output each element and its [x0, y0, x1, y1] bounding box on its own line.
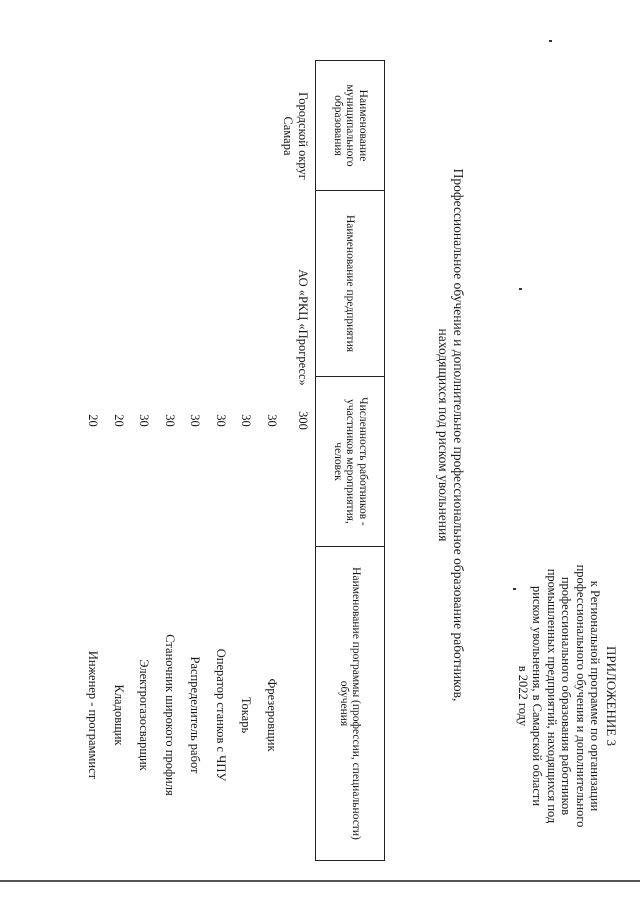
row-count: 30	[265, 414, 279, 427]
row-program: Электрогазосварщик	[137, 659, 152, 771]
appendix-line: в 2022 году	[516, 665, 530, 727]
row-count: 20	[112, 414, 126, 427]
document-title-line: находящихся под риском увольнения	[436, 328, 451, 542]
row-count: 30	[239, 414, 254, 427]
programs-table	[315, 60, 385, 861]
appendix-block	[516, 526, 619, 866]
header-workers-count: Численность работников - участников мероприятия, человек	[316, 377, 385, 547]
row-program: Распределитель работ	[188, 656, 203, 774]
appendix-line: промышленных предприятий, находящихся под	[545, 568, 559, 824]
document-title-line: Профессиональное обучение и дополнительное профессиональное образование работников,	[451, 168, 466, 702]
row-count: 30	[188, 414, 203, 427]
municipality-cell: Городской округ Самара	[281, 92, 310, 180]
scan-speck	[519, 288, 522, 290]
header-enterprise: Наименование предприятия	[316, 191, 385, 377]
appendix-line: риском увольнения, в Самарской области	[530, 585, 545, 807]
table-header-row	[316, 61, 385, 861]
row-count: 30	[214, 414, 228, 427]
appendix-line: к Региональной программе по организации	[588, 580, 603, 812]
appendix-line: профессионального образования работников	[559, 576, 574, 816]
row-program: Инженер - программист	[86, 650, 101, 780]
row-program: Оператор станков с ЧПУ	[214, 648, 228, 782]
program-spacer	[279, 600, 310, 830]
scan-speck	[549, 40, 552, 42]
header-municipality: Наименование муниципального образования	[316, 61, 385, 191]
total-count: 300	[296, 411, 310, 430]
appendix-line: профессионального обучения и дополнительного	[574, 564, 588, 828]
scan-speck	[513, 588, 516, 590]
enterprise-cell: АО «РКЦ «Прогресс»	[296, 269, 310, 386]
document-title	[436, 140, 466, 730]
program-column	[75, 600, 310, 830]
row-count: 20	[86, 414, 101, 427]
row-program: Фрезеровщик	[265, 678, 279, 752]
header-program: Наименование программы (профессии, специальности) обучения	[316, 547, 385, 861]
row-program: Кладовщик	[112, 684, 126, 746]
row-program: Токарь	[239, 696, 254, 734]
row-program: Станочник широкого профиля	[163, 634, 177, 796]
row-count: 30	[163, 414, 177, 427]
count-column	[75, 398, 310, 443]
appendix-title: ПРИЛОЖЕНИЕ 3	[604, 646, 619, 746]
row-count: 30	[137, 414, 152, 427]
